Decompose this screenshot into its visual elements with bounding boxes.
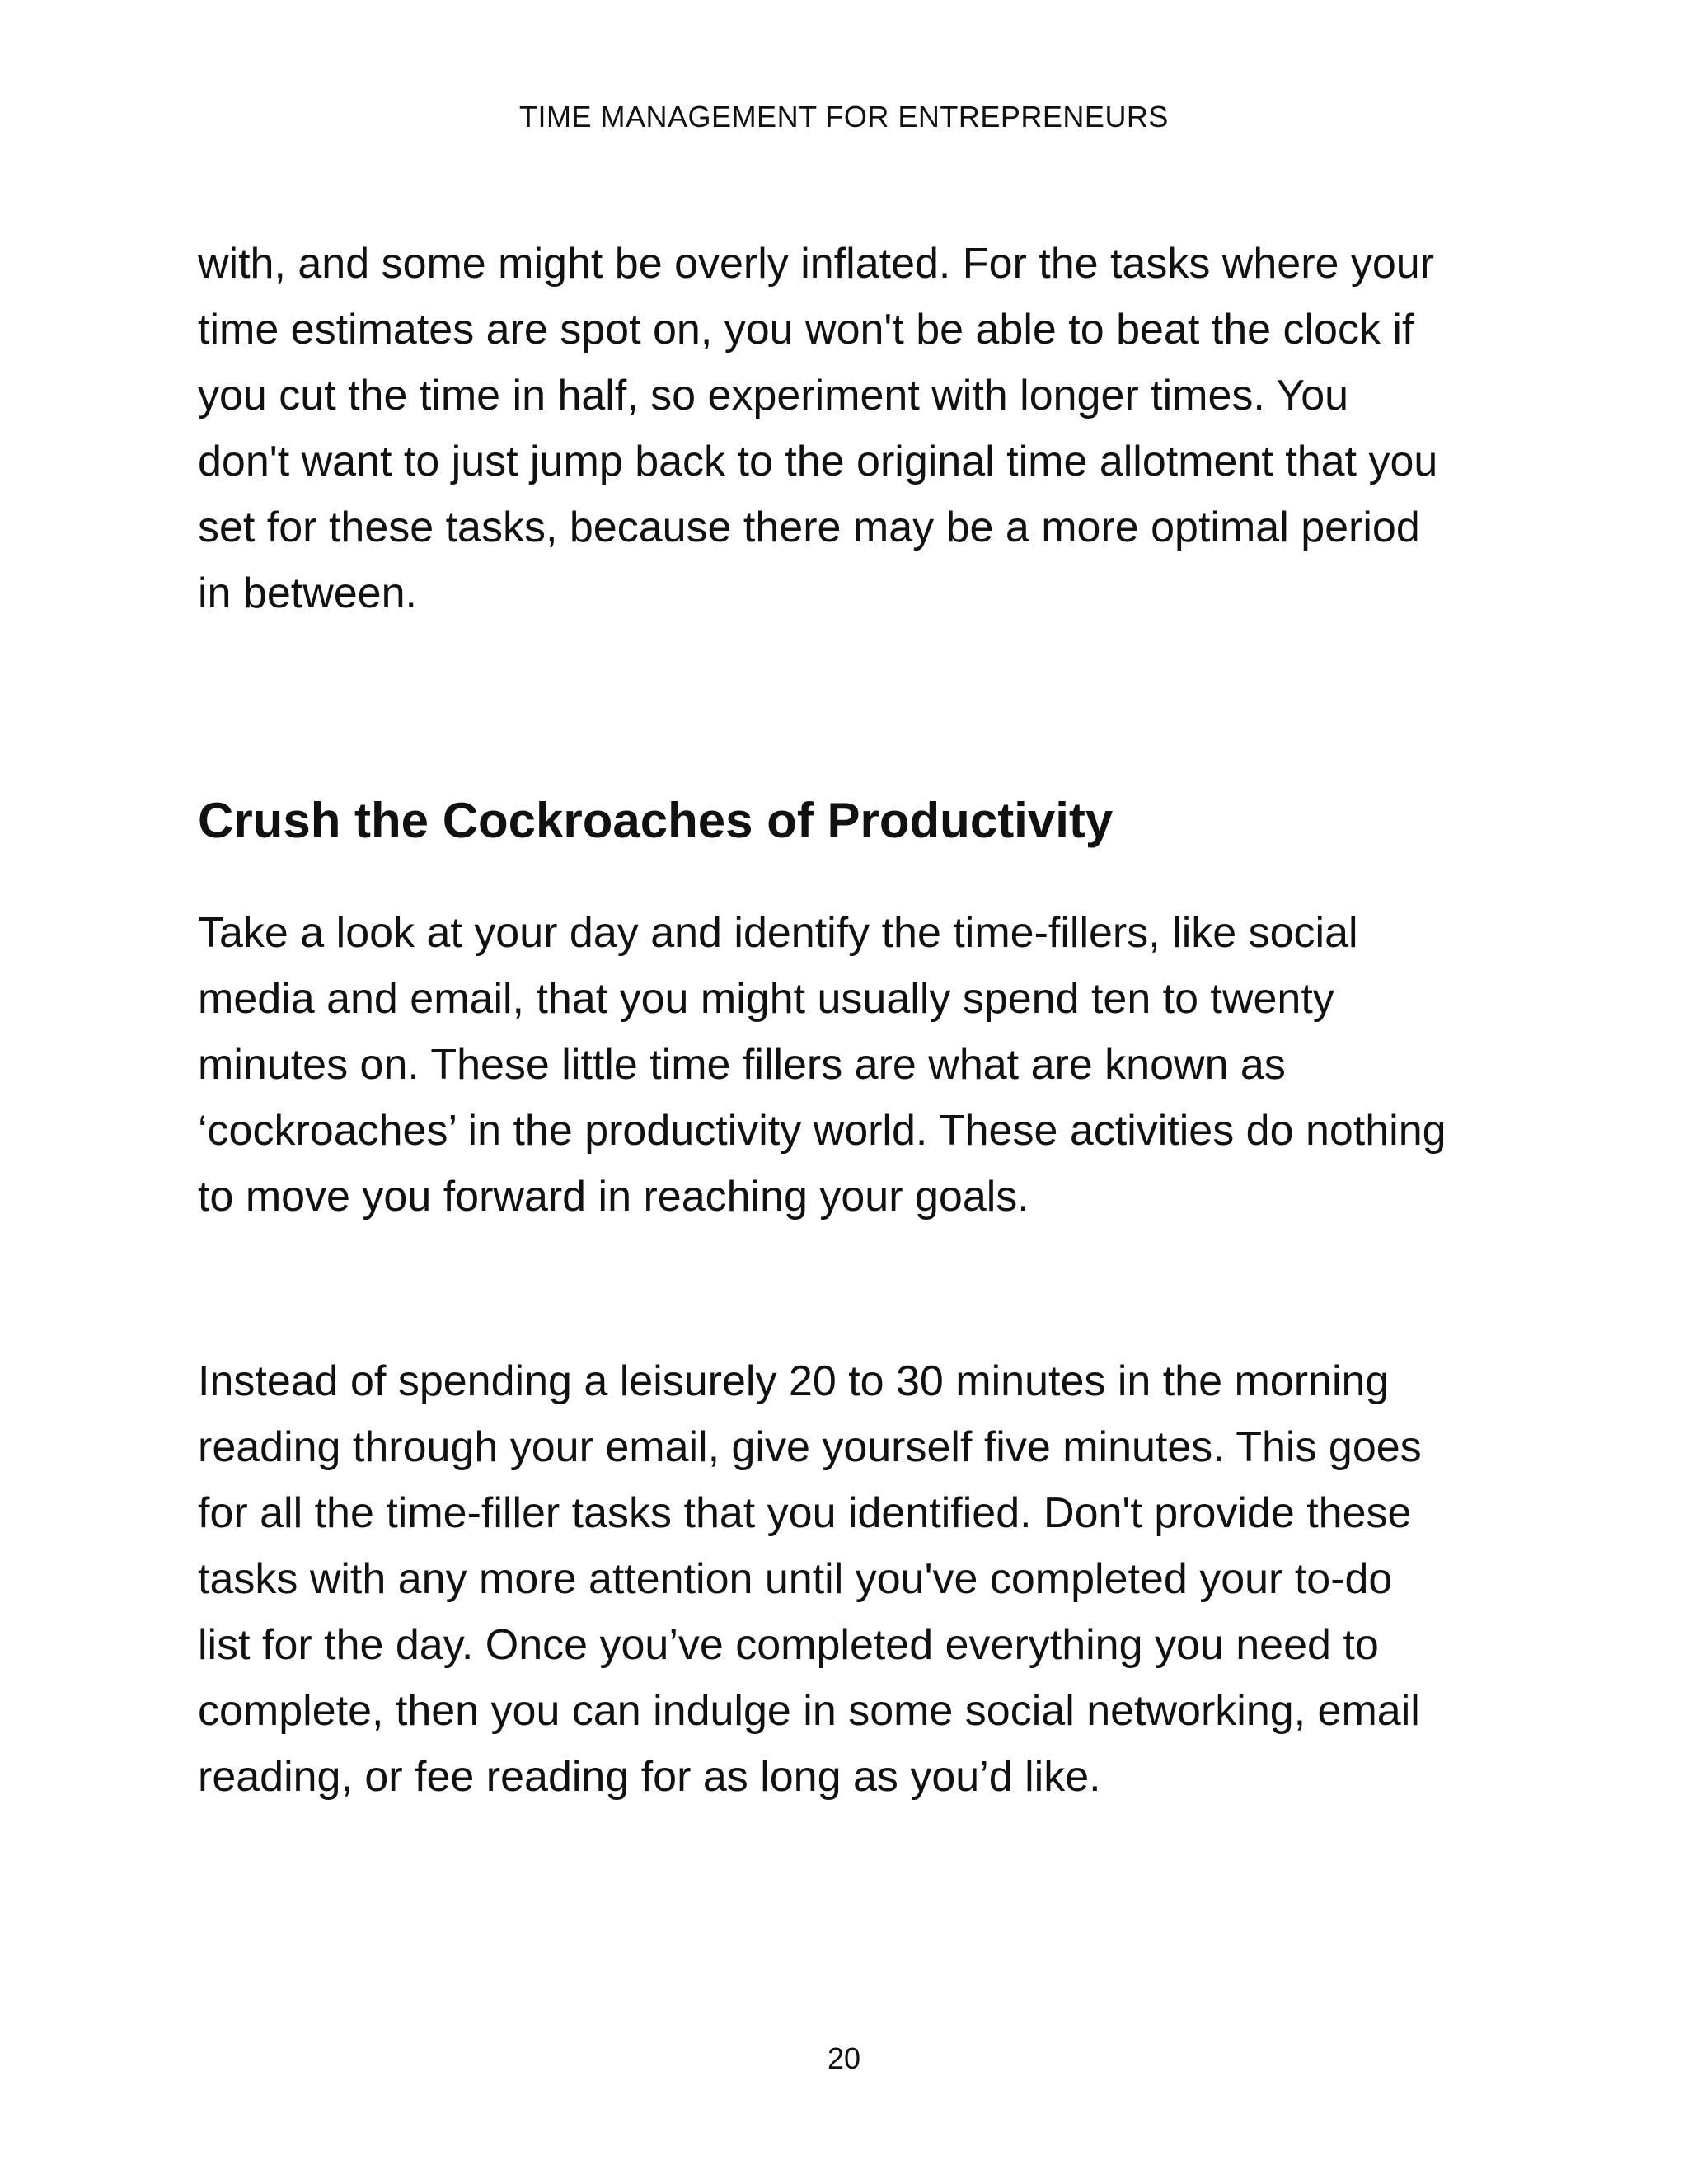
paragraph-line: reading, or fee reading for as long as you’d like. (198, 1753, 1101, 1801)
paragraph-2 (198, 900, 1533, 1230)
paragraph-line: media and email, that you might usually spend ten to twenty (198, 975, 1334, 1023)
page-number: 20 (827, 2041, 861, 2075)
paragraph-line: minutes on. These little time fillers are what are known as (198, 1041, 1286, 1089)
paragraph-line: time estimates are spot on, you won't be able to beat the clock if (198, 306, 1414, 354)
paragraph-line: ‘cockroaches’ in the productivity world. These activities do nothing (198, 1107, 1447, 1155)
paragraph-line: Instead of spending a leisurely 20 to 30 minutes in the morning (198, 1357, 1390, 1405)
paragraph-line: don't want to just jump back to the original time allotment that you (198, 438, 1438, 485)
section-heading: Crush the Cockroaches of Productivity (198, 793, 1114, 848)
running-header: TIME MANAGEMENT FOR ENTREPRENEURS (519, 100, 1169, 134)
paragraph-line: with, and some might be overly inflated. For the tasks where your (198, 240, 1435, 288)
paragraph-line: set for these tasks, because there may be a more optimal period (198, 504, 1420, 551)
paragraph-line: reading through your email, give yourself five minutes. This goes (198, 1423, 1422, 1471)
paragraph-3 (198, 1348, 1533, 1810)
paragraph-line: tasks with any more attention until you've completed your to-do (198, 1555, 1393, 1603)
paragraph-line: complete, then you can indulge in some social networking, email (198, 1687, 1420, 1735)
paragraph-line: for all the time-filler tasks that you identified. Don't provide these (198, 1489, 1412, 1537)
paragraph-line: Take a look at your day and identify the time-fillers, like social (198, 909, 1358, 957)
paragraph-line: you cut the time in half, so experiment with longer times. You (198, 372, 1349, 419)
paragraph-1 (198, 231, 1533, 626)
paragraph-line: to move you forward in reaching your goals. (198, 1173, 1029, 1221)
paragraph-line: list for the day. Once you’ve completed everything you need to (198, 1621, 1379, 1669)
paragraph-line: in between. (198, 569, 417, 617)
